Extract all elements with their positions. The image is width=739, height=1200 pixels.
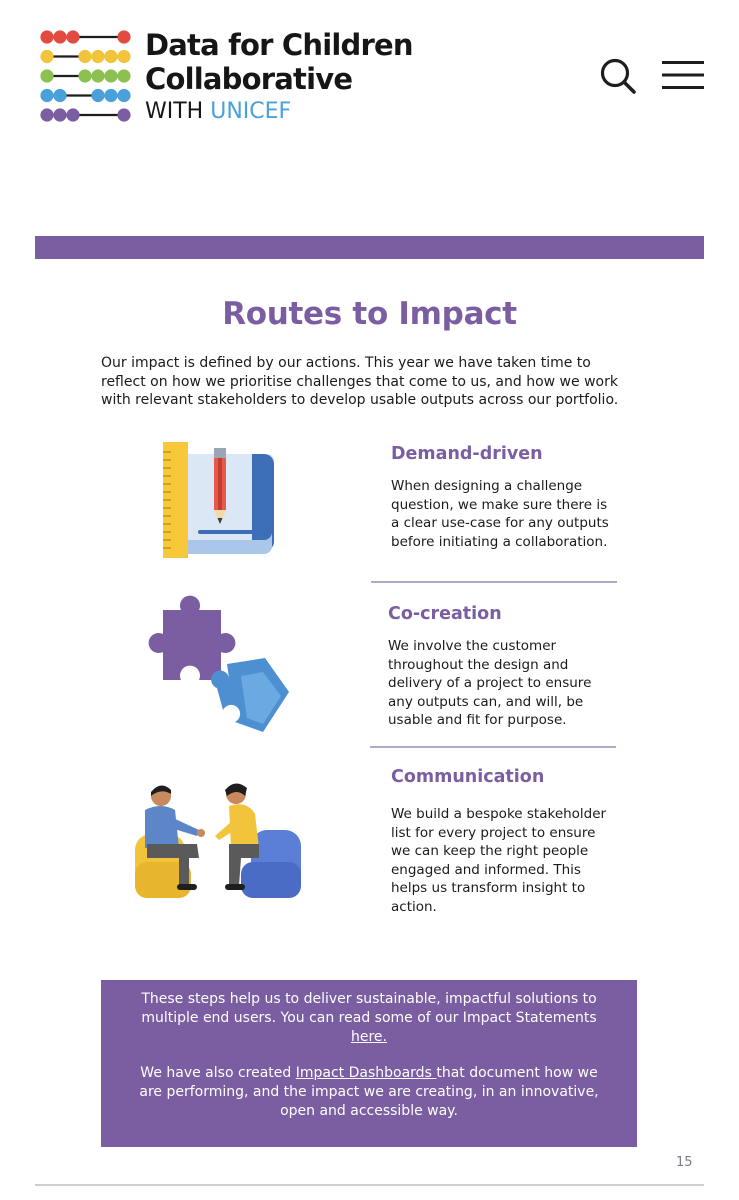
abacus-bead bbox=[40, 50, 53, 63]
callout-text: that document how we are performing, and the impact we are creating, in an innovative, open and accessible way. bbox=[139, 1065, 599, 1119]
abacus-bead bbox=[53, 89, 66, 102]
logo-line-1: Data for Children bbox=[145, 28, 413, 62]
abacus-bead bbox=[40, 89, 53, 102]
abacus-bead bbox=[53, 30, 66, 43]
logo-with: WITH bbox=[145, 99, 204, 124]
abacus-bead bbox=[117, 50, 130, 63]
abacus-bead bbox=[91, 89, 104, 102]
abacus-bead bbox=[66, 30, 79, 43]
abacus-bead bbox=[91, 69, 104, 82]
abacus-bead bbox=[117, 69, 130, 82]
abacus-bead bbox=[78, 69, 91, 82]
intro-paragraph: Our impact is defined by our actions. This year we have taken time to reflect on how we prioritise challenges that come to us, and how we work with relevant stakeholders to develop usable outputs across our portfolio. bbox=[101, 355, 619, 408]
two-people-talking-icon bbox=[133, 778, 305, 902]
search-button[interactable] bbox=[598, 56, 638, 96]
abacus-bead bbox=[117, 108, 130, 121]
abacus-logo-icon bbox=[40, 28, 132, 124]
page-number: 15 bbox=[676, 1155, 693, 1170]
logo-wordmark[interactable] bbox=[145, 28, 413, 127]
impact-statements-link[interactable]: here. bbox=[351, 1028, 387, 1045]
footer-rule bbox=[35, 1184, 704, 1186]
abacus-bead bbox=[40, 108, 53, 121]
abacus-bead bbox=[40, 30, 53, 43]
section-divider bbox=[371, 581, 617, 583]
callout-text: These steps help us to deliver sustainable, impactful solutions to multiple end users. You can read some of our Impact Statements bbox=[141, 991, 597, 1026]
abacus-bead bbox=[78, 50, 91, 63]
abacus-bead bbox=[117, 89, 130, 102]
logo-unicef: UNICEF bbox=[210, 99, 292, 124]
abacus-bead bbox=[66, 108, 79, 121]
callout-paragraph-1 bbox=[129, 990, 609, 1046]
callout-paragraph-2 bbox=[129, 1064, 609, 1120]
abacus-bead bbox=[104, 69, 117, 82]
page-title: Routes to Impact bbox=[222, 296, 517, 332]
abacus-bead bbox=[117, 30, 130, 43]
abacus-bead bbox=[40, 69, 53, 82]
section-text-demand-driven: When designing a challenge question, we make sure there is a clear use-case for any outputs before initiating a collaboration. bbox=[391, 478, 609, 550]
abacus-bead bbox=[91, 50, 104, 63]
callout-text: We have also created bbox=[140, 1065, 296, 1082]
search-icon bbox=[598, 56, 638, 96]
logo-line-3 bbox=[145, 97, 413, 127]
hamburger-menu-icon bbox=[660, 58, 706, 92]
puzzle-pieces-icon bbox=[143, 592, 293, 737]
section-text-co-creation: We involve the customer throughout the design and delivery of a project to ensure any outputs can, and will, be usable and fit for purpose. bbox=[388, 638, 592, 729]
section-title-demand-driven: Demand-driven bbox=[391, 444, 543, 464]
section-text-communication: We build a bespoke stakeholder list for every project to ensure we can keep the right people engaged and informed. This helps us transform insight to action. bbox=[391, 806, 607, 915]
abacus-bead bbox=[104, 89, 117, 102]
section-title-communication: Communication bbox=[391, 767, 545, 787]
abacus-bead bbox=[104, 50, 117, 63]
section-divider bbox=[370, 746, 616, 748]
abacus-bead bbox=[53, 108, 66, 121]
section-header-bar bbox=[35, 236, 704, 259]
logo-line-2: Collaborative bbox=[145, 62, 353, 96]
callout-box bbox=[101, 980, 637, 1147]
blueprint-ruler-pencil-icon bbox=[160, 440, 280, 560]
section-title-co-creation: Co-creation bbox=[388, 604, 502, 624]
menu-button[interactable] bbox=[660, 58, 706, 92]
impact-dashboards-link[interactable]: Impact Dashboards bbox=[295, 1065, 437, 1082]
